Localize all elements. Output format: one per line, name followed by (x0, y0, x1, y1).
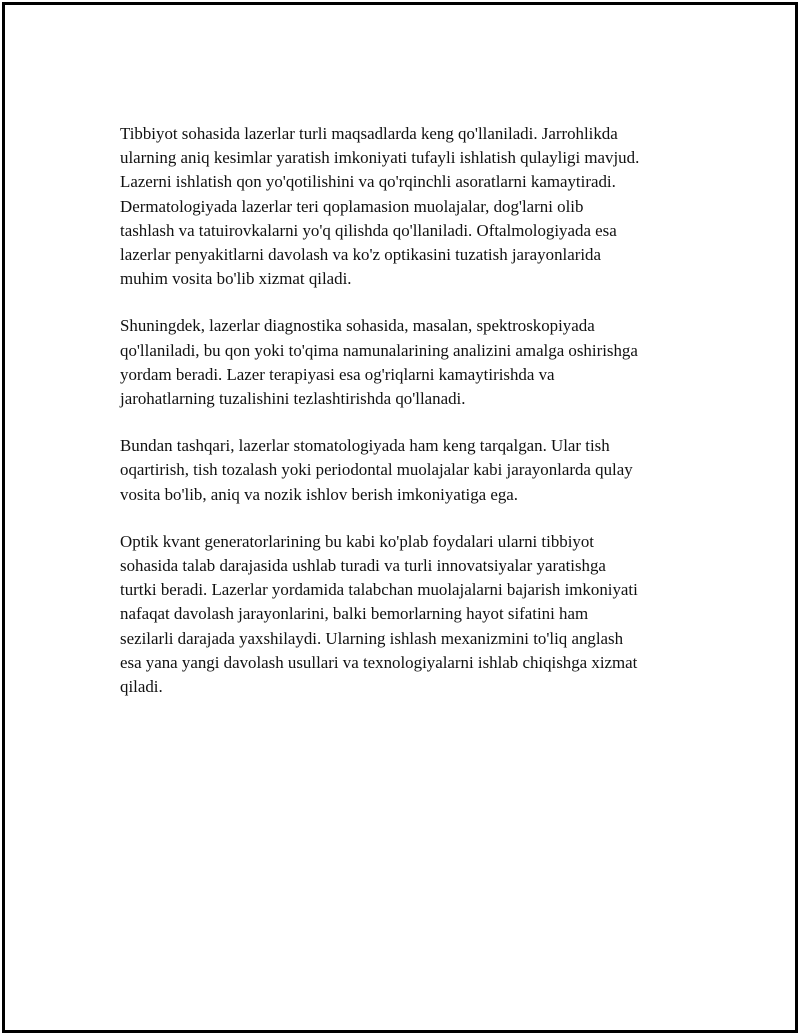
document-page (2, 2, 798, 1033)
paragraph-diagnostics: Shuningdek, lazerlar diagnostika sohasida, masalan, spektroskopiyada qo'llaniladi, bu qon yoki to'qima namunalarining analizini amalga oshirishga yordam beradi. Lazer terapiyasi esa og'riqlarni kamaytirishda va jarohatlarning tuzalishini tezlashtirishda qo'llanadi. (120, 316, 638, 409)
paragraph-dentistry: Bundan tashqari, lazerlar stomatologiyada ham keng tarqalgan. Ular tish oqartirish, tish tozalash yoki periodontal muolajalar kabi jarayonlarda qulay vosita bo'lib, aniq va nozik ishlov berish imkoniyatiga ega. (120, 436, 633, 504)
paragraph-benefits: Optik kvant generatorlarining bu kabi ko'plab foydalari ularni tibbiyot sohasida talab darajasida ushlab turadi va turli innovatsiyalar yaratishga turtki beradi. Lazerlar yordamida talabchan muolajalarni bajarish imkoniyati nafaqat davolash jarayonlarini, balki bemorlarning hayot sifatini ham sezilarli darajada yaxshilaydi. Ularning ishlash mexanizmini to'liq anglash esa yana yangi davolash usullari va texnologiyalarni ishlab chiqishga xizmat qiladi. (120, 531, 638, 697)
document-body (120, 122, 705, 722)
paragraph-lasers-in-medicine: Tibbiyot sohasida lazerlar turli maqsadlarda keng qo'llaniladi. Jarrohlikda ularning aniq kesimlar yaratish imkoniyati tufayli ishlatish qulayligi mavjud. Lazerni ishlatish qon yo'qotilishini va qo'rqinchli asoratlarni kamaytiradi. Dermatologiyada lazerlar teri qoplamasion muolajalar, dog'larni olib tashlash va tatuirovkalarni yo'q qilishda qo'llaniladi. Oftalmologiyada esa lazerlar penyakitlarni davolash va ko'z optikasini tuzatish jarayonlarida muhim vosita bo'lib xizmat qiladi. (120, 124, 640, 289)
